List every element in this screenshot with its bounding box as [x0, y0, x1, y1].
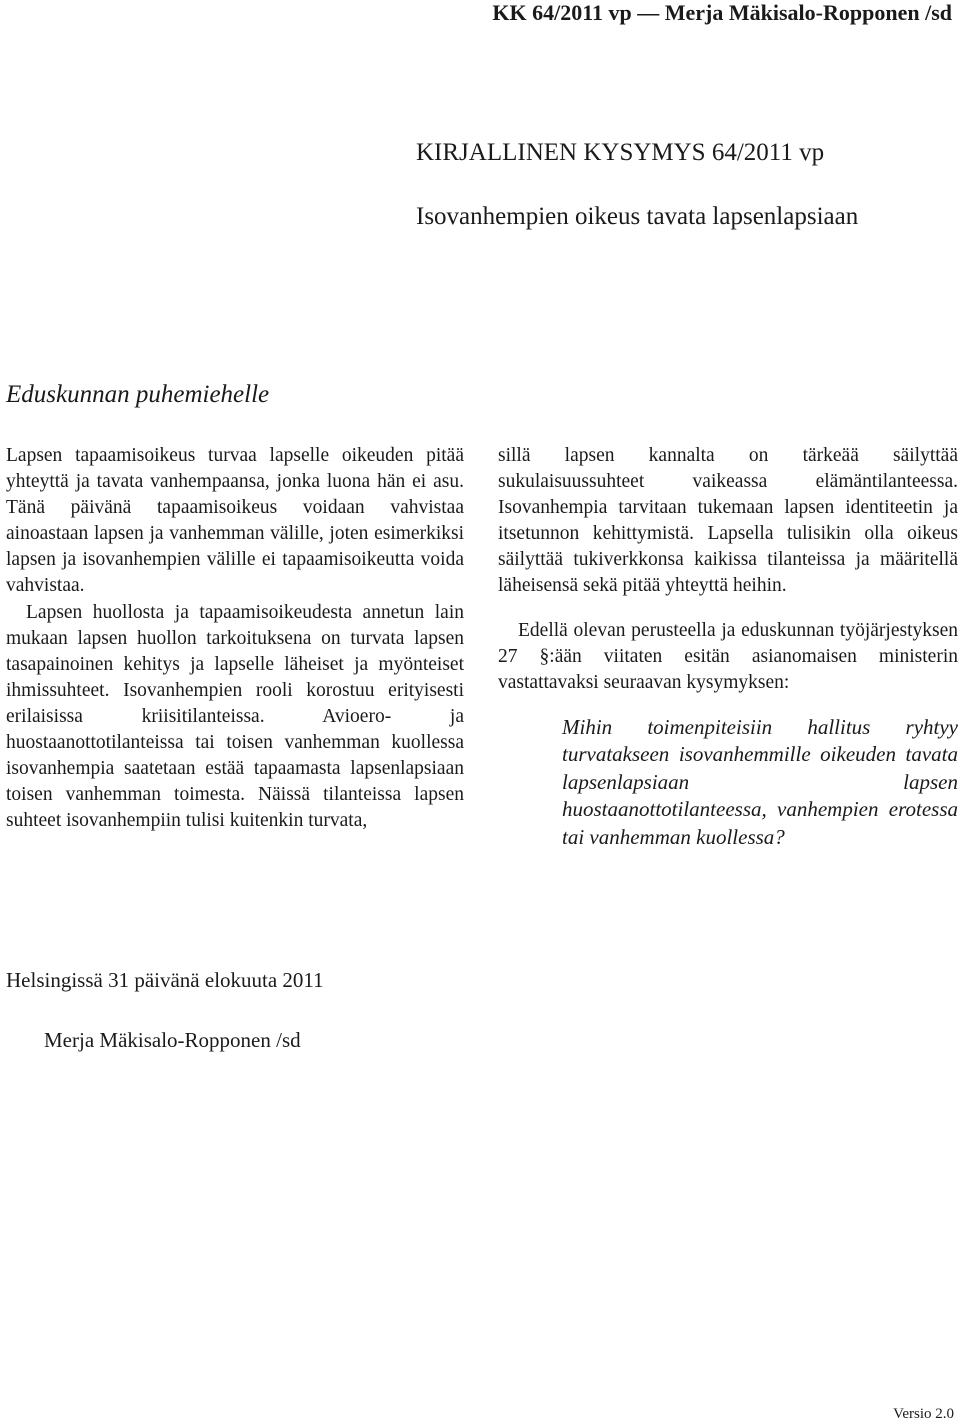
question-text: Mihin toimenpiteisiin hallitus ryhtyy turvatakseen isovanhemmille oikeuden tavata lapsenlapsiaan lapsen huostaanottotilanteessa, vanhempien erotessa tai vanhemman kuollessa?: [562, 714, 958, 849]
right-text-column: [498, 443, 958, 851]
signature: Merja Mäkisalo-Ropponen /sd: [44, 1028, 301, 1052]
document-type-heading: KIRJALLINEN KYSYMYS 64/2011 vp: [416, 139, 825, 166]
body-paragraph-4: Edellä olevan perusteella ja eduskunnan työjärjestyksen 27 §:ään viitaten esitän asianomaisen ministerin vastattavaksi seuraavan kysymyksen:: [498, 619, 958, 693]
document-title: Isovanhempien oikeus tavata lapsenlapsiaan: [416, 203, 859, 230]
place-and-date: Helsingissä 31 päivänä elokuuta 2011: [6, 968, 324, 992]
body-paragraph-2: Lapsen huollosta ja tapaamisoikeudesta annetun lain mukaan lapsen huollon tarkoituksena on turvata lapsen tasapainoinen kehitys ja lapselle läheiset ja myönteiset ihmissuhteet. Isovanhempien rooli korostuu erityisesti erilaisissa kriisitilanteissa. Avioero- ja huostaanottotilanteissa tai toisen vanhemman kuollessa isovanhempia saatetaan estää tapaamasta lapsenlapsiaan toisen vanhemman toimesta. Näissä tilanteissa lapsen suhteet isovanhempiin tulisi kuitenkin turvata,: [6, 601, 464, 832]
body-paragraph-3: sillä lapsen kannalta on tärkeää säilyttää sukulaisuussuhteet vaikeassa elämäntilanteessa. Isovanhempia tarvitaan tukemaan lapsen identiteetin ja itsetunnon kehittymistä. Lapsella tulisikin olla oikeus säilyttää tukiverkkonsa kaikissa tilanteissa ja määritellä läheisensä sekä pitää yhteyttä heihin.: [498, 445, 958, 597]
addressee-heading: Eduskunnan puhemiehelle: [6, 381, 270, 408]
body-paragraph-1: Lapsen tapaamisoikeus turvaa lapselle oikeuden pitää yhteyttä ja tavata vanhempaansa, jonka luona hän ei asu. Tänä päivänä tapaamisoikeus voidaan vahvistaa ainoastaan lapsen ja vanhemman välille, joten esimerkiksi lapsen ja isovanhempien välille ei tapaamisoikeutta voida vahvistaa.: [6, 445, 464, 597]
left-text-column: [6, 443, 464, 834]
running-header: KK 64/2011 vp — Merja Mäkisalo-Ropponen /sd: [492, 0, 952, 25]
version-label: Versio 2.0: [893, 1406, 954, 1422]
